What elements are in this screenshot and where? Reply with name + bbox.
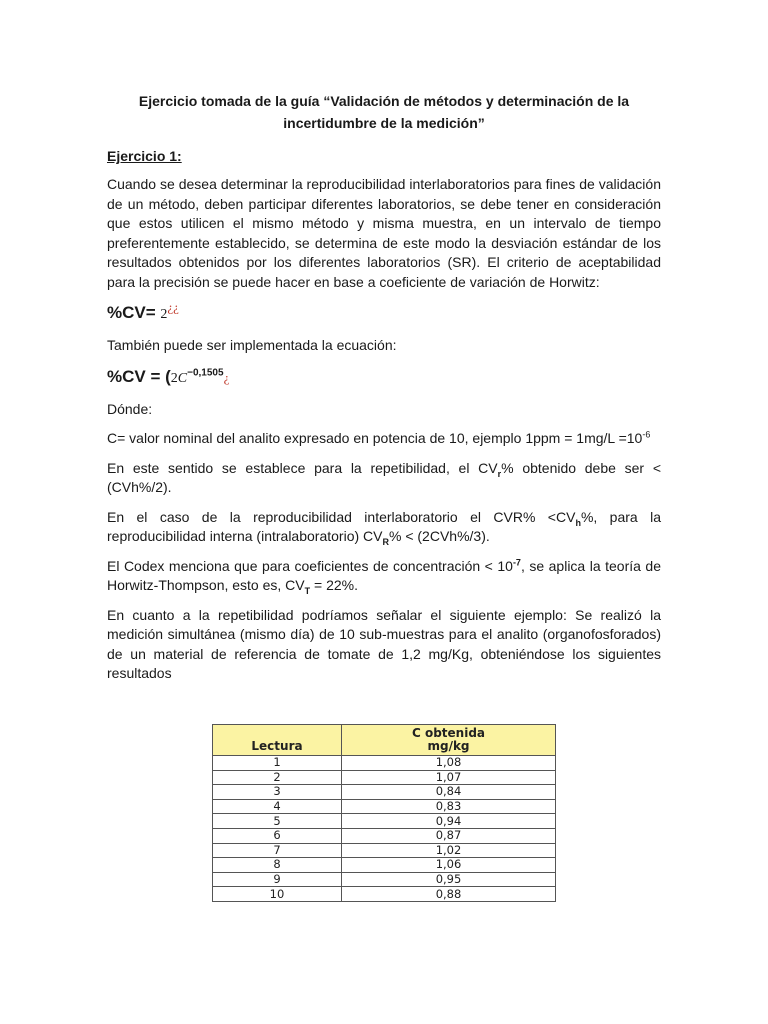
cell-c-obtenida: 1,02	[342, 843, 556, 858]
formula-exponent: ¿¿	[167, 299, 179, 315]
cell-lectura: 9	[213, 872, 342, 887]
formula-alt-var: C	[177, 370, 188, 386]
table-row	[213, 843, 556, 858]
formula-alt-coef: 2	[170, 370, 178, 386]
codex-text-b: , se aplica la teoría de Horwitz-Thompson, esto es, CV	[107, 557, 661, 593]
document-page	[107, 90, 661, 694]
rep-text-a: En este sentido se establece para la repetibilidad, el CV	[107, 459, 498, 476]
paragraph-alt-equation: También puede ser implementada la ecuación:	[107, 337, 397, 353]
repro-sub1: h	[575, 517, 581, 528]
paragraph-example: En cuanto a la repetibilidad podríamos señalar el siguiente ejemplo: Se realizó la medición simultánea (mismo día) de 10 sub-muestras para el analito (organofosforados) de un material de referencia de tomate de 1,2 mg/Kg, obteniéndose los siguientes resultados	[107, 606, 661, 681]
formula-horwitz	[107, 299, 661, 326]
cell-lectura: 5	[213, 814, 342, 829]
header-c-obtenida	[342, 725, 556, 756]
header-c-obtenida-line1: C obtenida	[411, 726, 486, 740]
cell-lectura: 2	[213, 770, 342, 785]
cell-lectura: 10	[213, 887, 342, 902]
exercise-heading: Ejercicio 1:	[107, 148, 182, 164]
table-row	[213, 799, 556, 814]
cell-lectura: 7	[213, 843, 342, 858]
cell-c-obtenida: 0,95	[342, 872, 556, 887]
formula-base: 2	[160, 307, 168, 322]
rep-sub: r	[497, 468, 502, 479]
cell-lectura: 1	[213, 756, 342, 771]
table-header-row	[213, 725, 556, 756]
table-row	[213, 887, 556, 902]
c-definition-exp: -6	[642, 429, 651, 440]
cell-c-obtenida: 1,07	[342, 770, 556, 785]
repro-text-b: %, para la reproducibilidad interna (intralaboratorio) CV	[107, 508, 661, 544]
formula-alt-tail: ¿	[223, 369, 230, 385]
cell-c-obtenida: 0,88	[342, 887, 556, 902]
header-lectura: Lectura	[213, 725, 342, 756]
cell-lectura: 4	[213, 799, 342, 814]
formula-label: %CV=	[107, 303, 156, 322]
codex-sub: T	[304, 585, 311, 596]
table-row	[213, 872, 556, 887]
results-table	[212, 724, 556, 902]
c-definition-text: C= valor nominal del analito expresado en potencia de 10, ejemplo 1ppm = 1mg/L =10	[107, 430, 643, 446]
cell-lectura: 3	[213, 785, 342, 800]
paragraph-repetibilidad	[107, 459, 661, 498]
paragraph-donde: Dónde:	[107, 400, 153, 417]
table-row	[213, 756, 556, 771]
cell-c-obtenida: 0,84	[342, 785, 556, 800]
table-row	[213, 785, 556, 800]
repro-sub2: R	[382, 536, 389, 547]
cell-c-obtenida: 0,87	[342, 828, 556, 843]
rep-text-b: % obtenido debe ser < (CVh%/2).	[107, 459, 661, 495]
formula-alt-label: %CV = (	[107, 366, 171, 386]
codex-text-a: El Codex menciona que para coeficientes de concentración < 10	[107, 557, 513, 574]
codex-text-c: = 22%.	[310, 577, 358, 593]
paragraph-intro: Cuando se desea determinar la reproducibilidad interlaboratorios para fines de validación de un método, deben participar diferentes laboratorios, se debe tener en consideración que estos utilicen el mismo método y misma muestra, en un intervalo de tiempo preferentemente establecido, se determina de este modo la desviación estándar de los resultados obtenidos por los diferentes laboratorios (SR). El criterio de aceptabilidad para la precisión se puede hacer en base a coeficiente de variación de Horwitz:	[107, 176, 661, 290]
cell-c-obtenida: 0,94	[342, 814, 556, 829]
formula-alt	[107, 366, 661, 390]
cell-c-obtenida: 1,06	[342, 858, 556, 873]
paragraph-codex	[107, 557, 661, 596]
paragraph-c-definition	[107, 429, 661, 449]
results-table-wrapper	[212, 724, 556, 902]
cell-lectura: 6	[213, 828, 342, 843]
cell-c-obtenida: 0,83	[342, 799, 556, 814]
table-row	[213, 858, 556, 873]
table-body	[213, 756, 556, 902]
repro-text-c: % < (2CVh%/3).	[388, 528, 490, 544]
repro-text-a: En el caso de la reproducibilidad interlaboratorio el CVR% <CV	[107, 508, 576, 525]
header-c-obtenida-line2: mg/kg	[427, 739, 470, 753]
formula-alt-exp: −0,1505	[187, 366, 224, 378]
table-row	[213, 814, 556, 829]
table-row	[213, 770, 556, 785]
document-title: Ejercicio tomada de la guía “Validación de métodos y determinación de la incertidumbre de la medición”	[138, 93, 630, 131]
codex-exp: -7	[512, 556, 521, 567]
cell-c-obtenida: 1,08	[342, 756, 556, 771]
cell-lectura: 8	[213, 858, 342, 873]
paragraph-reproducibilidad	[107, 508, 661, 547]
table-row	[213, 828, 556, 843]
